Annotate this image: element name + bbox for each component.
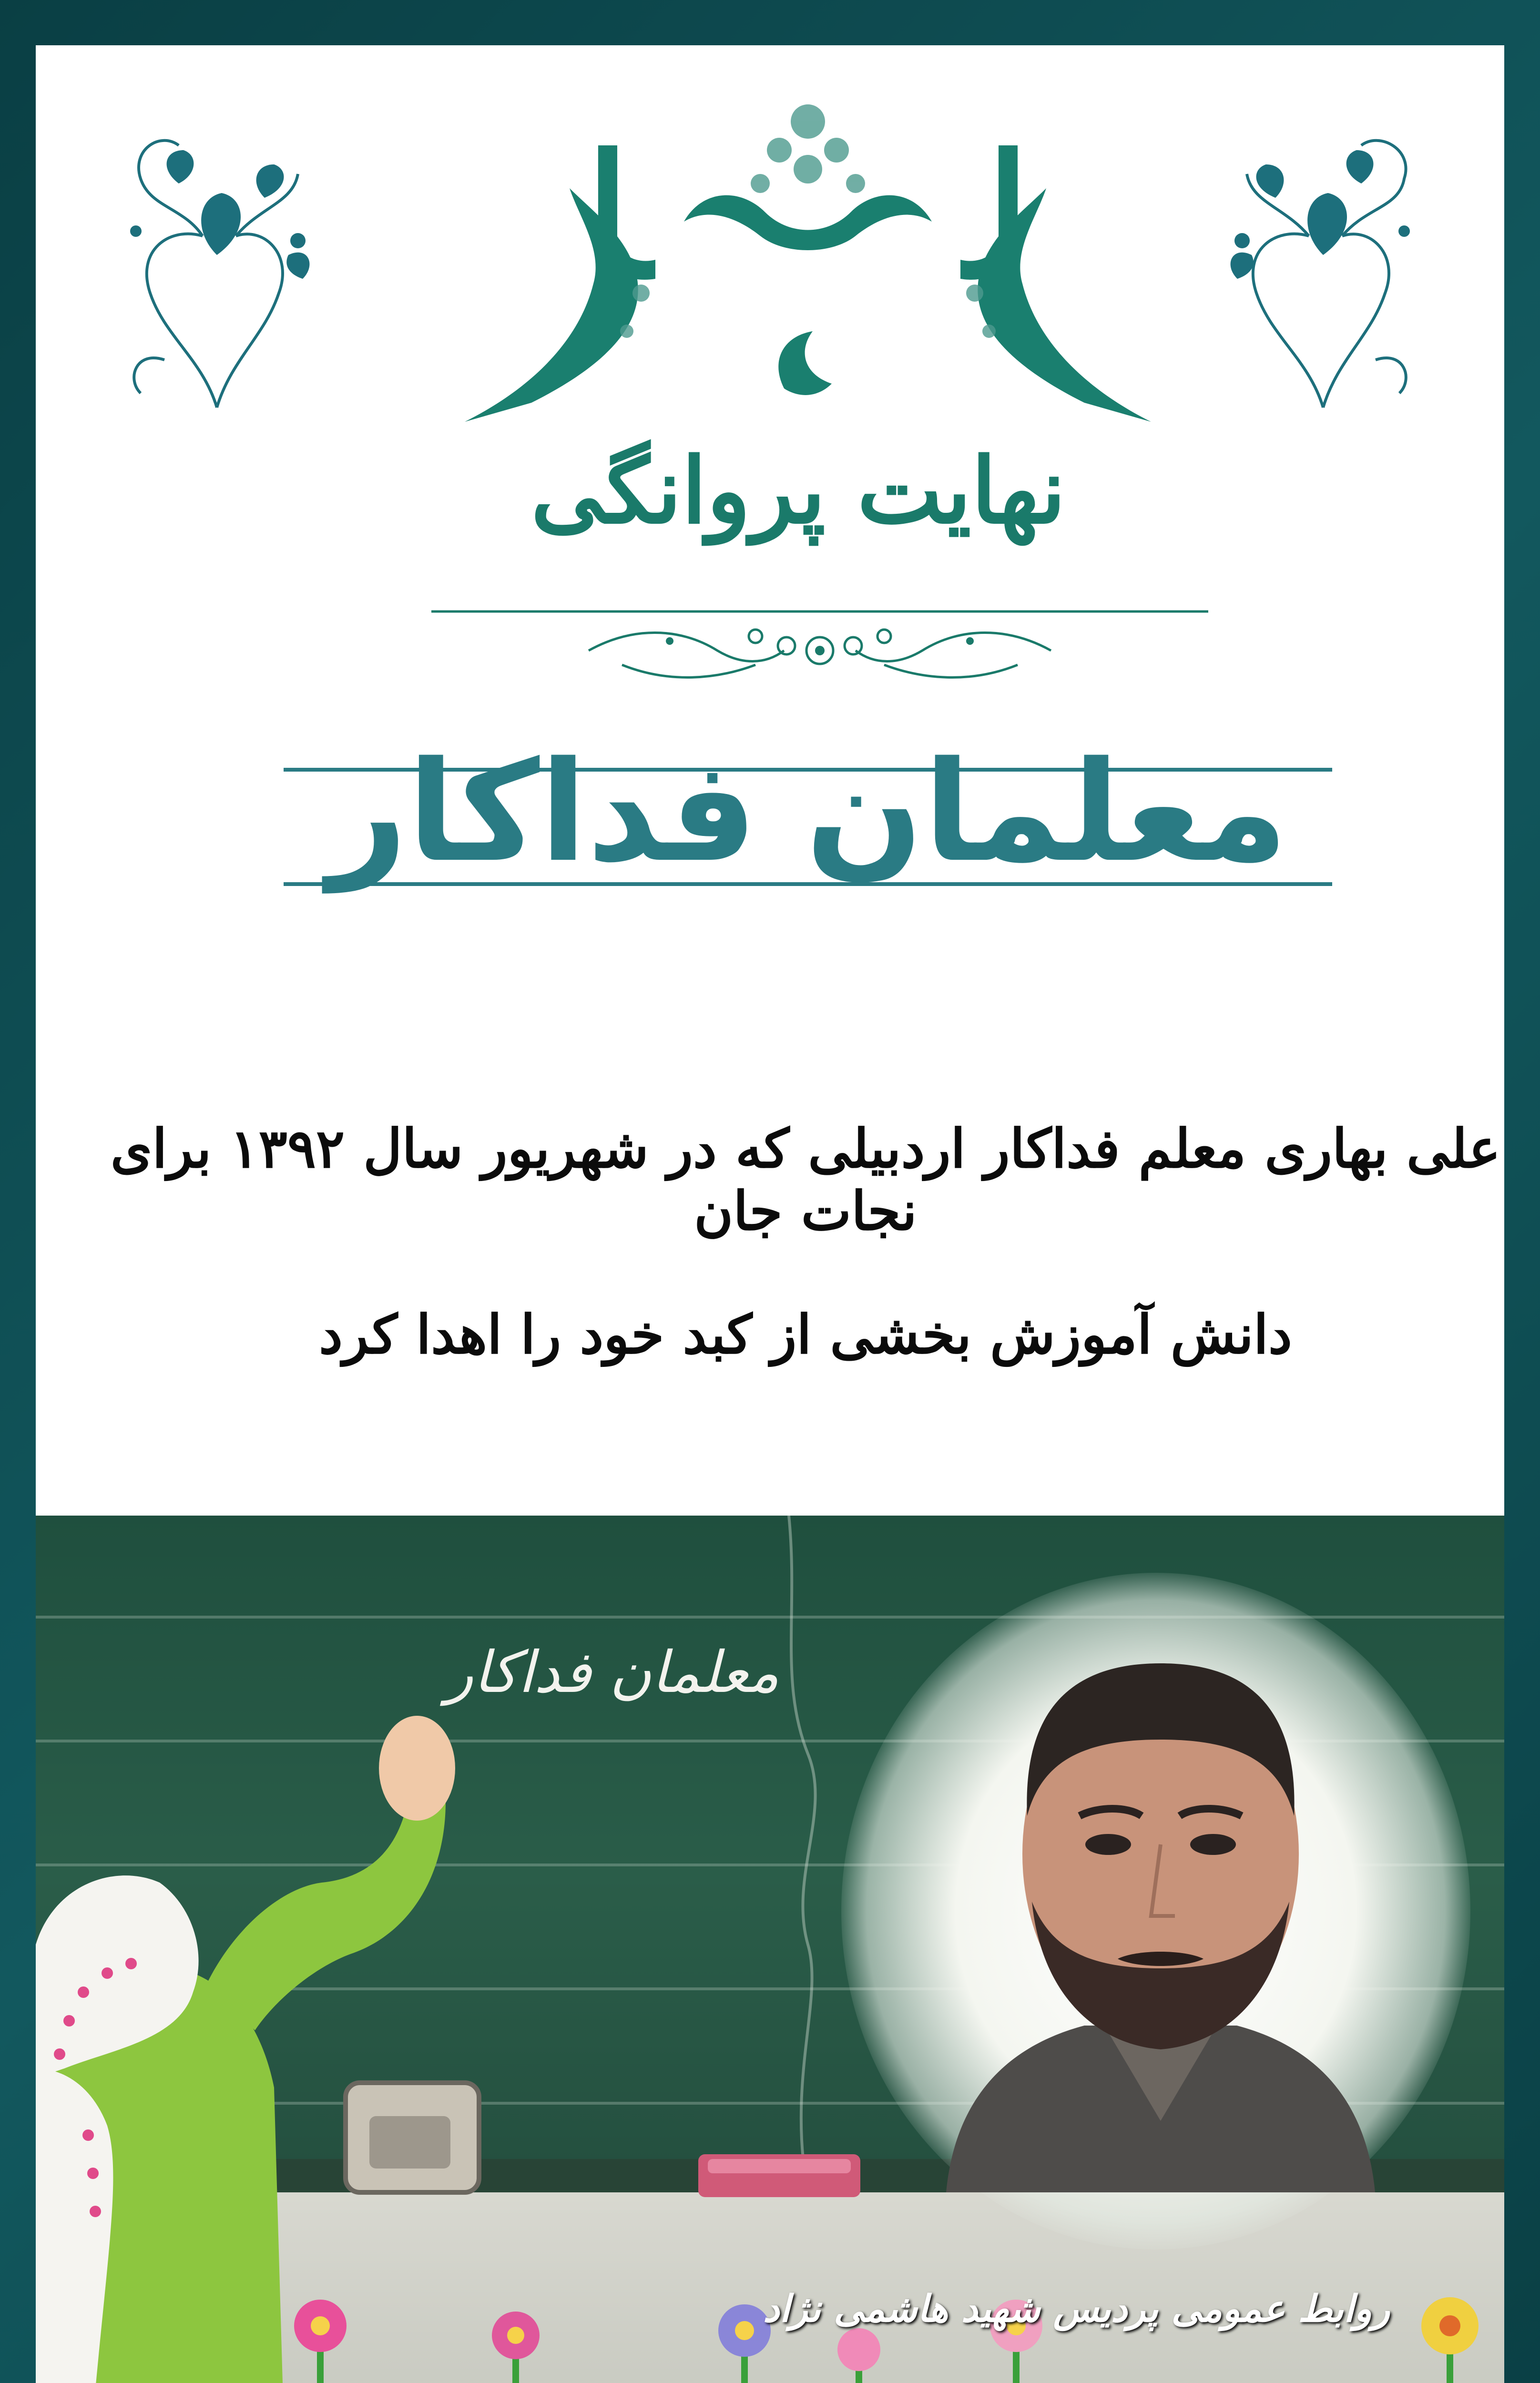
board-crack-icon [751,1516,846,2159]
poster-panel [36,45,1504,1516]
floral-corner-left-icon [107,112,326,422]
description-line-2: دانش آموزش بخشی از کبد خود را اهدا کرد [319,1304,1292,1366]
poster-subtitle: نهایت پروانگی [530,438,1066,544]
credit-caption: روابط عمومی پردیس شهید هاشمی نژاد [763,2288,1390,2331]
calligraphy-emblem-icon [436,93,1180,436]
floral-corner-right-icon [1214,112,1433,422]
classroom-photo [36,1516,1504,2383]
divider-ornament-icon [431,598,1208,693]
chalkboard-text: معلمان فداکار [446,1640,779,1706]
chalk-box-icon [694,2145,865,2202]
poster-title: معلمان فداکار [327,732,1288,893]
teacher-portrait-icon [918,1606,1404,2192]
description-line-1: علی بهاری معلم فداکار اردبیلی که در شهریور سال ۱۳۹۲ برای نجات جان [110,1118,1501,1242]
